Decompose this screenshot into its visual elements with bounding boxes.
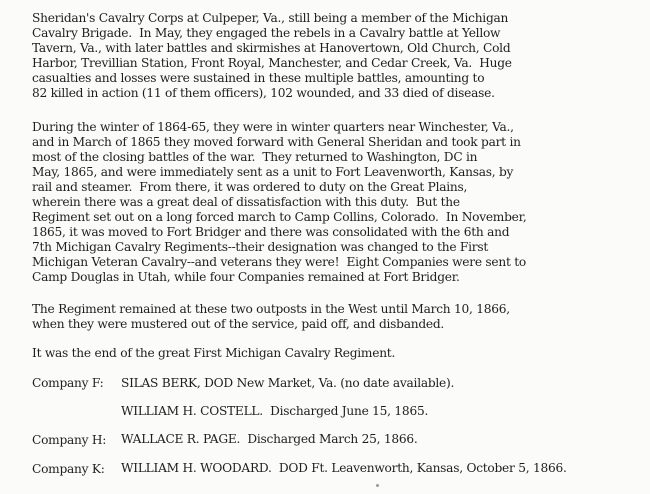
company-f-label: Company F:: [32, 376, 104, 390]
company-h-entry: WALLACE R. PAGE. Discharged March 25, 1866.: [121, 432, 418, 446]
text-line: and in March of 1865 they moved forward with General Sheridan and took part in: [32, 135, 521, 149]
text-line: wherein there was a great deal of dissatisfaction with this duty. But the: [32, 195, 460, 209]
text-line: most of the closing battles of the war. They returned to Washington, DC in: [32, 150, 478, 164]
text-line: 1865, it was moved to Fort Bridger and there was consolidated with the 6th and: [32, 225, 510, 239]
text-line: 82 killed in action (11 of them officers), 102 wounded, and 33 died of disease.: [32, 86, 495, 100]
company-k-entry: WILLIAM H. WOODARD. DOD Ft. Leavenworth, Kansas, October 5, 1866.: [121, 461, 567, 475]
text-line: Harbor, Trevillian Station, Front Royal, Manchester, and Cedar Creek, Va. Huge: [32, 56, 512, 70]
text-line: During the winter of 1864-65, they were in winter quarters near Winchester, Va.,: [32, 120, 514, 134]
company-f-entry: SILAS BERK, DOD New Market, Va. (no date available).: [121, 376, 455, 390]
text-line: rail and steamer. From there, it was ordered to duty on the Great Plains,: [32, 180, 468, 194]
text-line: Cavalry Brigade. In May, they engaged the rebels in a Cavalry battle at Yellow: [32, 26, 501, 40]
text-line: Tavern, Va., with later battles and skirmishes at Hanovertown, Old Church, Cold: [32, 41, 511, 55]
text-line: casualties and losses were sustained in these multiple battles, amounting to: [32, 71, 485, 85]
company-h-label: Company H:: [32, 433, 107, 447]
text-line: Sheridan's Cavalry Corps at Culpeper, Va., still being a member of the Michigan: [32, 11, 509, 25]
company-f-entry: WILLIAM H. COSTELL. Discharged June 15, 1865.: [121, 404, 429, 418]
scan-speck: [376, 484, 379, 487]
text-line: The Regiment remained at these two outposts in the West until March 10, 1866,: [32, 302, 510, 316]
closing-sentence: It was the end of the great First Michigan Cavalry Regiment.: [32, 346, 396, 360]
text-line: Camp Douglas in Utah, while four Companies remained at Fort Bridger.: [32, 270, 460, 284]
text-line: when they were mustered out of the service, paid off, and disbanded.: [32, 317, 445, 331]
text-line: 7th Michigan Cavalry Regiments--their designation was changed to the First: [32, 240, 489, 254]
company-k-label: Company K:: [32, 462, 105, 476]
text-line: Regiment set out on a long forced march to Camp Collins, Colorado. In November,: [32, 210, 527, 224]
text-line: May, 1865, and were immediately sent as a unit to Fort Leavenworth, Kansas, by: [32, 165, 514, 179]
text-line: Michigan Veteran Cavalry--and veterans they were! Eight Companies were sent to: [32, 255, 526, 269]
